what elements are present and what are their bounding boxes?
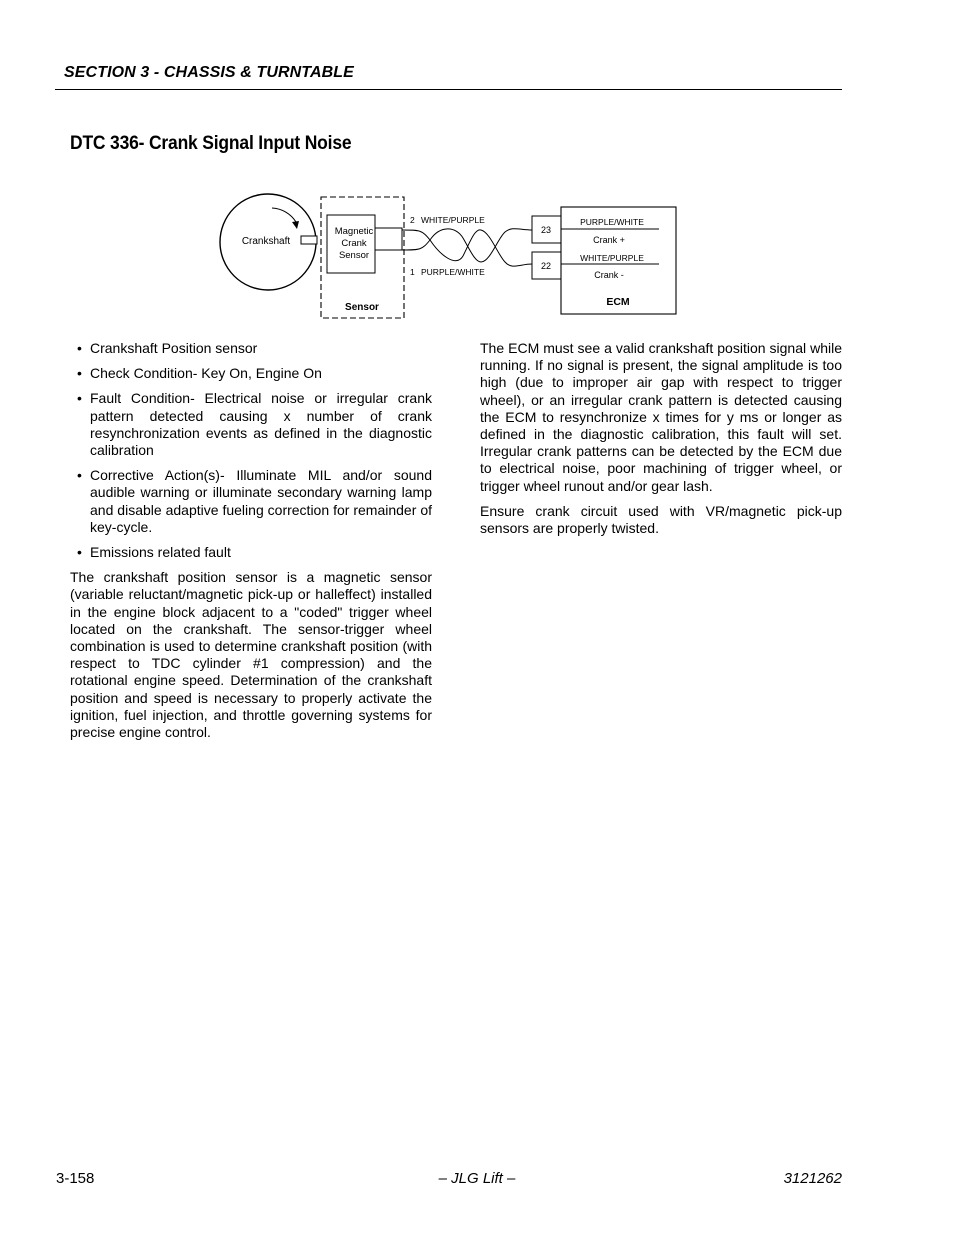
sensor-connector: [375, 228, 402, 250]
section-header: SECTION 3 - CHASSIS & TURNTABLE: [64, 64, 354, 81]
ecm-signal-top: Crank +: [593, 235, 625, 245]
ecm-pin-23-label: 23: [540, 225, 552, 235]
twisted-circuit-paragraph: Ensure crank circuit used with VR/magnetic pick-up sensors are properly twisted.: [480, 502, 842, 537]
page-number: 3-158: [56, 1170, 95, 1187]
footer-brand: – JLG Lift –: [438, 1170, 516, 1187]
ecm-signal-bottom: Crank -: [594, 270, 624, 280]
bullet-item: • Crankshaft Position sensor: [70, 340, 432, 357]
twisted-wire-b: [402, 229, 532, 262]
pin-top-wire: WHITE/PURPLE: [421, 215, 485, 225]
sensor-description-paragraph: The crankshaft position sensor is a magnetic sensor (variable reluctant/magnetic pick-up or halleffect) installed in the engine block adjacent to a "coded" trigger wheel located on the crankshaft. The sensor-trigger wheel combination is used to determine crankshaft position (with respect to TDC cylinder #1 compression) and the rotational engine speed. Determination of the crankshaft position and speed is necessary to properly activate the ignition, fuel injection, and throttle governing systems for precise engine control.: [70, 569, 432, 741]
bullet-item: • Fault Condition- Electrical noise or irregular crank pattern detected causing x number of crank resynchronization events as defined in the diagnostic calibration: [70, 390, 432, 459]
pin-bottom-number: 1: [410, 267, 415, 277]
sensor-label: Sensor: [345, 302, 379, 313]
trigger-tooth: [301, 236, 317, 244]
crankshaft-label: Crankshaft: [241, 236, 291, 247]
sensor-box-line1: Magnetic: [334, 226, 374, 237]
bullet-item: • Check Condition- Key On, Engine On: [70, 365, 432, 382]
pin-bottom-wire: PURPLE/WHITE: [421, 267, 485, 277]
ecm-pin-22-label: 22: [540, 261, 552, 271]
ecm-label: ECM: [606, 296, 630, 308]
right-column: [480, 340, 842, 545]
bullet-item: • Emissions related fault: [70, 544, 432, 561]
wiring-diagram: [215, 190, 685, 325]
bullet-list: [70, 340, 432, 561]
ecm-signal-paragraph: The ECM must see a valid crankshaft position signal while running. If no signal is present, the signal amplitude is too high (due to improper air gap with respect to trigger wheel), or an irregular crank pattern is detected causing the ECM to resynchronize x times for y ms or longer as defined in the diagnostic calibration, this fault will set. Irregular crank patterns can be detected by the ECM due to electrical noise, poor machining of trigger wheel, or trigger wheel runout and/or gear lash.: [480, 340, 842, 494]
ecm-wire-bottom: WHITE/PURPLE: [580, 253, 644, 263]
sensor-box-line3: Sensor: [338, 250, 370, 261]
header-rule: [55, 89, 842, 90]
left-column: [70, 340, 432, 749]
rotation-arrowhead: [292, 221, 299, 229]
sensor-box-line2: Crank: [341, 238, 367, 249]
pin-top-number: 2: [410, 215, 415, 225]
page-title: DTC 336- Crank Signal Input Noise: [70, 133, 352, 154]
bullet-item: • Corrective Action(s)- Illuminate MIL and/or sound audible warning or illuminate secondary warning lamp and disable adaptive fueling correction for remainder of key-cycle.: [70, 467, 432, 536]
ecm-wire-top: PURPLE/WHITE: [580, 217, 644, 227]
rotation-arrow: [272, 208, 296, 222]
document-number: 3121262: [783, 1170, 842, 1187]
